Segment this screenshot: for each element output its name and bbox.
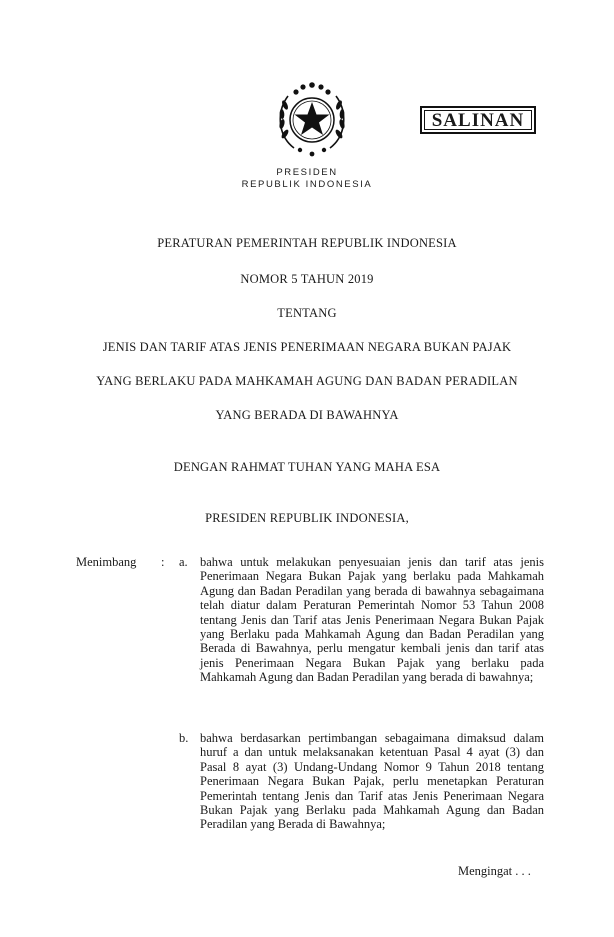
regulation-number: NOMOR 5 TAHUN 2019	[240, 272, 374, 286]
regulation-about: TENTANG	[277, 306, 337, 320]
salinan-stamp	[420, 106, 536, 134]
item-b-marker: b.	[179, 731, 189, 745]
continuation-text: Mengingat . . .	[458, 864, 531, 878]
subject-line-2: YANG BERLAKU PADA MAHKAMAH AGUNG DAN BADAN PERADILAN	[96, 374, 518, 388]
institution-line-1: PRESIDEN	[276, 167, 338, 178]
regulation-title: PERATURAN PEMERINTAH REPUBLIK INDONESIA	[157, 236, 457, 250]
subject-line-1: JENIS DAN TARIF ATAS JENIS PENERIMAAN NEGARA BUKAN PAJAK	[102, 340, 512, 354]
considering-label: Menimbang	[76, 555, 137, 569]
institution-line-2: REPUBLIK INDONESIA	[241, 179, 373, 190]
invocation: DENGAN RAHMAT TUHAN YANG MAHA ESA	[173, 460, 441, 474]
presidential-emblem-icon	[272, 78, 352, 160]
item-a-marker: a.	[179, 555, 188, 569]
item-a-text: bahwa untuk melakukan penyesuaian jenis dan tarif atas jenis Penerimaan Negara Bukan Pajak yang berlaku pada Mahkamah Agung dan Badan Peradilan yang berada di bawahnya sebagaimana telah diatur dalam Peraturan Pemerintah Nomor 53 Tahun 2008 tentang Jenis dan Tarif atas Jenis Penerimaan Negara Bukan Pajak yang Berlaku pada Mahkamah Agung dan Badan Peradilan yang Berada di Bawahnya, perlu mengatur kembali jenis dan tarif atas jenis Penerimaan Negara Bukan Pajak yang berlaku pada Mahkamah Agung dan Badan Peradilan yang berada di bawahnya;	[200, 555, 544, 685]
subject-line-3: YANG BERADA DI BAWAHNYA	[215, 408, 399, 422]
issuer: PRESIDEN REPUBLIK INDONESIA,	[205, 511, 409, 525]
considering-colon: :	[161, 555, 165, 569]
stamp-text: SALINAN	[431, 110, 525, 131]
item-b-text: bahwa berdasarkan pertimbangan sebagaimana dimaksud dalam huruf a dan untuk melaksanakan ketentuan Pasal 4 ayat (3) dan Pasal 8 ayat (3) Undang-Undang Nomor 9 Tahun 2018 tentang Penerimaan Negara Bukan Pajak, perlu menetapkan Peraturan Pemerintah tentang Jenis dan Tarif atas Jenis Penerimaan Negara Bukan Pajak yang Berlaku pada Mahkamah Agung dan Badan Peradilan yang Berada di Bawahnya;	[200, 731, 544, 832]
